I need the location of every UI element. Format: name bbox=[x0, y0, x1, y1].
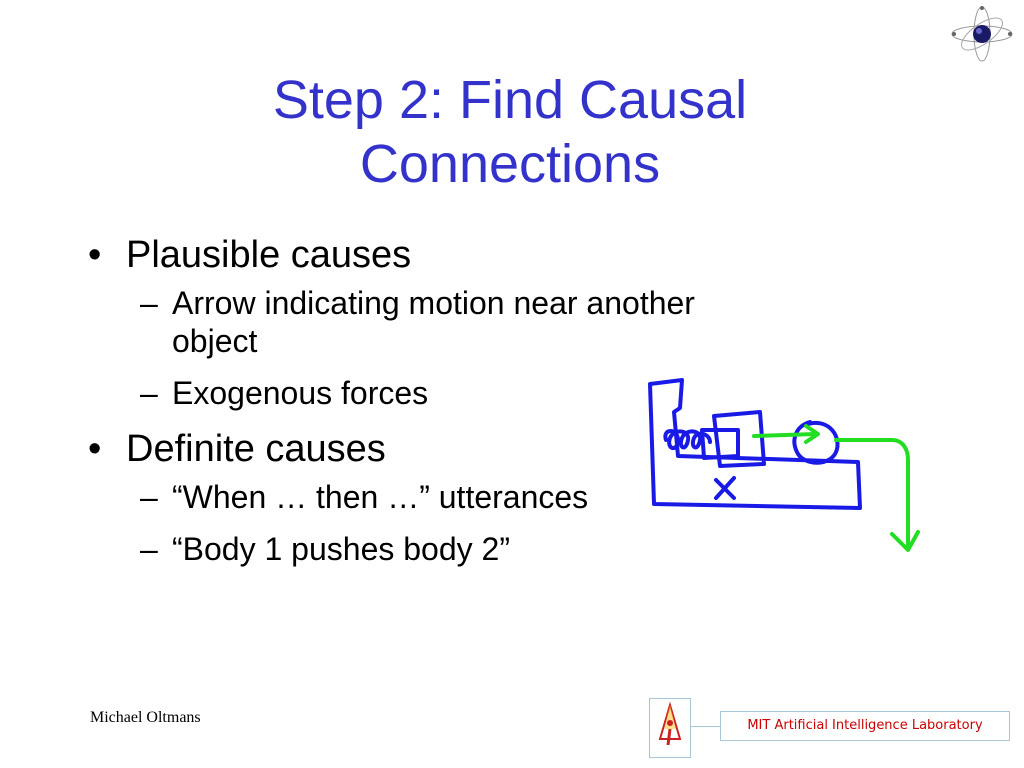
slide-title: Step 2: Find Causal Connections bbox=[272, 70, 748, 194]
sketch-fall-arrowhead bbox=[892, 532, 918, 550]
sketch-ball bbox=[794, 422, 837, 463]
footer-author: Michael Oltmans bbox=[90, 709, 201, 726]
subbullet-marker: – bbox=[140, 285, 158, 321]
subbullet-marker: – bbox=[140, 479, 158, 515]
footer-divider-line bbox=[690, 726, 720, 727]
bullet-marker: • bbox=[88, 234, 102, 276]
subbullet-text: Exogenous forces bbox=[172, 375, 429, 411]
sketch-x-mark bbox=[716, 478, 734, 498]
bullet-text: Definite causes bbox=[126, 428, 386, 470]
subbullet-text: “Body 1 pushes body 2” bbox=[172, 531, 510, 567]
sketch-fall-path bbox=[836, 440, 908, 548]
subbullet-marker: – bbox=[140, 375, 158, 411]
sketch-structure bbox=[650, 380, 860, 508]
lab-name-box: MIT Artificial Intelligence Laboratory bbox=[720, 711, 1010, 741]
bullet-marker: • bbox=[88, 428, 102, 470]
subbullet-text: Arrow indicating motion near another object bbox=[172, 285, 695, 359]
sketch-illustration bbox=[630, 368, 930, 568]
sketch-push-arrow bbox=[754, 434, 816, 436]
subbullet-marker: – bbox=[140, 531, 158, 567]
ai-lab-logo-icon bbox=[649, 698, 691, 758]
bullet-plausible-causes bbox=[88, 232, 848, 278]
subbullet-arrow-motion bbox=[88, 284, 752, 360]
atom-orbit-icon bbox=[948, 4, 1018, 64]
bullet-text: Plausible causes bbox=[126, 234, 412, 276]
subbullet-text: “When … then …” utterances bbox=[172, 479, 589, 515]
